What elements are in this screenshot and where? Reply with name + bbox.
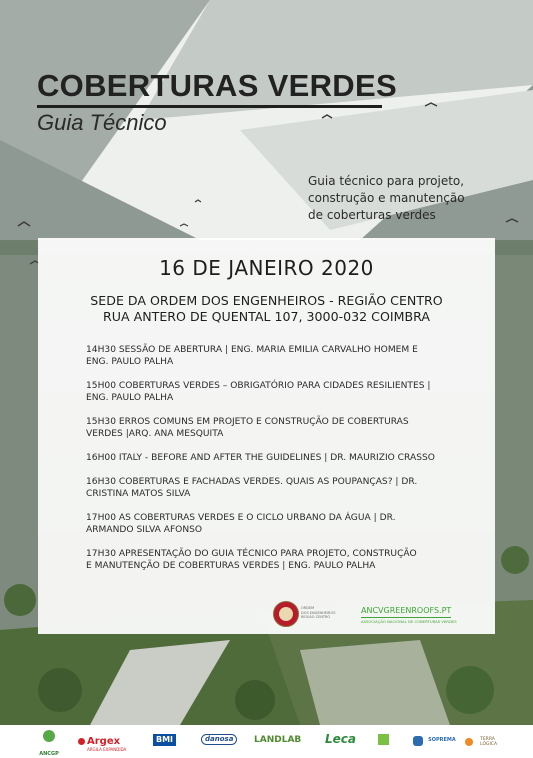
ancv-logo: [361, 606, 457, 624]
argex-logo: [78, 731, 126, 752]
sponsor-bar: [0, 725, 533, 758]
program-item: [86, 548, 481, 572]
leca-logo: Leca: [325, 732, 356, 746]
argex-tagline: ARGILA EXPANDIDA: [87, 747, 127, 752]
ordem-logo-text: [301, 606, 341, 620]
tagline: [308, 173, 508, 224]
ordem-text-line: REGIÃO CENTRO: [301, 615, 331, 619]
program-list: [86, 344, 481, 584]
tagline-line: de coberturas verdes: [308, 208, 436, 222]
terra-logica-logo: [465, 733, 497, 749]
program-line: ENG. PAULO PALHA: [86, 357, 174, 367]
event-panel: [38, 238, 495, 634]
argex-name: Argex: [87, 736, 121, 747]
program-line: VERDES |ARQ. ANA MESQUITA: [86, 429, 224, 439]
event-date: 16 DE JANEIRO 2020: [159, 256, 374, 280]
ancv-divider: [361, 617, 451, 618]
ancv-subtitle: ASSOCIAÇÃO NACIONAL DE COBERTURAS VERDES: [361, 619, 457, 624]
terra-logica-mark-icon: [465, 738, 473, 746]
program-line: 14H30 SESSÃO DE ABERTURA | ENG. MARIA EMILIA CARVALHO HOMEM E: [86, 345, 418, 355]
page-title: COBERTURAS VERDES: [37, 68, 397, 103]
program-item: [86, 380, 481, 404]
venue-line: SEDE DA ORDEM DOS ENGENHEIROS - REGIÃO CENTRO: [90, 293, 443, 308]
ordem-seal-icon: [273, 601, 299, 627]
program-line: 16H00 ITALY - BEFORE AND AFTER THE GUIDELINES | DR. MAURIZIO CRASSO: [86, 453, 435, 463]
program-line: ENG. PAULO PALHA: [86, 393, 174, 403]
terra-text-line: LÓGICA: [480, 741, 498, 747]
danosa-logo: danosa: [201, 734, 237, 745]
program-line: E MANUTENÇÃO DE COBERTURAS VERDES | ENG. PAULO PALHA: [86, 561, 376, 571]
program-item: [86, 452, 481, 464]
ancgp-label: ANCGP: [39, 751, 59, 757]
tagline-line: construção e manutenção: [308, 191, 465, 205]
landlab-logo: LANDLAB: [254, 735, 302, 745]
title-underline: [37, 105, 382, 108]
green-square-logo-icon: [378, 734, 389, 745]
soprema-logo: [413, 732, 456, 748]
ordem-text-line: ORDEM: [301, 606, 315, 610]
terra-text-line: TERRA: [480, 736, 495, 742]
program-line: 17H30 APRESENTAÇÃO DO GUIA TÉCNICO PARA PROJETO, CONSTRUÇÃO: [86, 549, 417, 559]
ordem-text-line: DOS ENGENHEIROS: [301, 610, 336, 615]
program-line: 16H30 COBERTURAS E FACHADAS VERDES. QUAIS AS POUPANÇAS? | DR.: [86, 477, 418, 487]
venue-line: RUA ANTERO DE QUENTAL 107, 3000-032 COIMBRA: [103, 309, 430, 324]
program-line: CRISTINA MATOS SILVA: [86, 489, 191, 499]
ancv-website: ANCVGREENROOFS.PT: [361, 606, 452, 615]
program-item: [86, 416, 481, 440]
program-line: ARMANDO SILVA AFONSO: [86, 525, 203, 535]
program-line: 15H30 ERROS COMUNS EM PROJETO E CONSTRUÇÃO DE COBERTURAS: [86, 417, 409, 427]
tagline-line: Guia técnico para projeto,: [308, 174, 465, 188]
page-subtitle: Guia Técnico: [37, 110, 167, 135]
soprema-mark-icon: [413, 736, 423, 746]
ancgp-logo: [38, 730, 60, 758]
event-venue: [38, 293, 495, 325]
program-line: 15H00 COBERTURAS VERDES – OBRIGATÓRIO PARA CIDADES RESILIENTES |: [86, 381, 431, 391]
program-item: [86, 344, 481, 368]
bmi-logo: BMI: [153, 734, 176, 746]
program-item: [86, 512, 481, 536]
soprema-label: SOPREMA: [428, 737, 456, 743]
argex-dot-icon: [78, 738, 85, 745]
ancgp-leaf-icon: [43, 730, 55, 742]
program-line: 17H00 AS COBERTURAS VERDES E O CICLO URBANO DA ÁGUA | DR.: [86, 513, 396, 523]
program-item: [86, 476, 481, 500]
terra-logica-label: [480, 737, 497, 747]
